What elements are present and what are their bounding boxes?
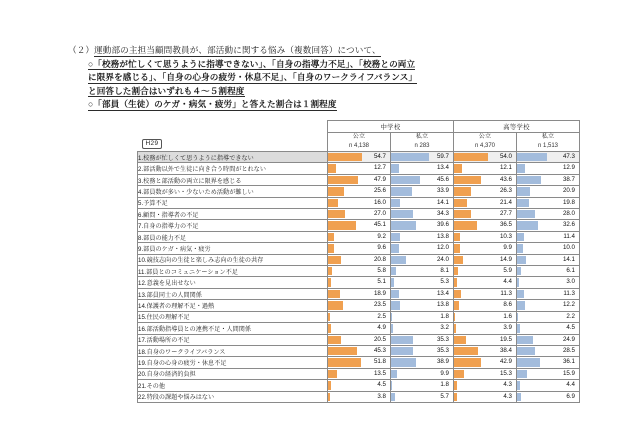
- data-cell: [391, 197, 454, 208]
- data-cell: [454, 323, 517, 334]
- data-cell: [391, 152, 454, 163]
- header-type-label: 私立: [541, 134, 555, 141]
- data-cell: [328, 163, 391, 174]
- table-row: [138, 277, 580, 288]
- value-number: 12.9: [562, 164, 575, 172]
- value-number: 4.5: [566, 324, 575, 332]
- value-number: 4.4: [566, 381, 575, 389]
- value-number: 9.9: [503, 244, 512, 252]
- value-number: 13.8: [436, 301, 449, 309]
- table-row: [138, 220, 580, 231]
- row-label: 20.自身の経済的負担: [138, 368, 328, 379]
- value-number: 13.8: [436, 232, 449, 240]
- value-number: 24.9: [562, 335, 575, 343]
- row-label: 4.部員数が多い・少ないため活動が難しい: [138, 186, 328, 197]
- value-number: 1.8: [440, 381, 449, 389]
- data-cell: [328, 334, 391, 345]
- data-cell: [454, 209, 517, 220]
- row-label: 14.保護者の理解不足・過熱: [138, 300, 328, 311]
- value-number: 3.9: [503, 324, 512, 332]
- data-cell: [517, 288, 580, 299]
- survey-table: [137, 120, 580, 403]
- row-label: 2.部活動以外で生徒に向き合う時間がとれない: [138, 163, 328, 174]
- value-number: 28.0: [562, 210, 575, 218]
- value-number: 35.3: [436, 335, 449, 343]
- data-cell: [517, 152, 580, 163]
- table-row: [138, 209, 580, 220]
- value-number: 5.7: [440, 392, 449, 400]
- survey-table-wrapper: [137, 120, 580, 403]
- data-cell: [328, 380, 391, 391]
- value-number: 5.1: [377, 278, 386, 286]
- data-cell: [517, 220, 580, 231]
- table-row: [138, 243, 580, 254]
- table-row: [138, 174, 580, 185]
- data-cell: [328, 357, 391, 368]
- header-col-jh-private: [391, 133, 454, 152]
- value-number: 5.8: [377, 267, 386, 275]
- data-cell: [517, 209, 580, 220]
- data-cell: [391, 266, 454, 277]
- value-number: 19.5: [499, 335, 512, 343]
- row-label: 9.部員のケガ・病気・疲労: [138, 243, 328, 254]
- value-number: 34.3: [436, 210, 449, 218]
- table-row: [138, 311, 580, 322]
- value-number: 18.9: [373, 289, 386, 297]
- data-cell: [517, 243, 580, 254]
- value-number: 8.6: [503, 301, 512, 309]
- value-number: 15.9: [562, 369, 575, 377]
- row-label: 7.自身の指導力の不足: [138, 220, 328, 231]
- value-number: 11.4: [563, 232, 575, 240]
- value-number: 14.1: [436, 198, 449, 206]
- data-cell: [517, 254, 580, 265]
- data-cell: [454, 266, 517, 277]
- data-cell: [454, 345, 517, 356]
- value-number: 4.3: [503, 381, 512, 389]
- value-number: 20.9: [562, 187, 575, 195]
- value-number: 11.3: [500, 289, 512, 297]
- data-cell: [454, 163, 517, 174]
- value-number: 27.7: [499, 210, 512, 218]
- value-number: 15.3: [499, 369, 512, 377]
- data-cell: [391, 163, 454, 174]
- row-label: 6.顧問・指導者の不足: [138, 209, 328, 220]
- value-number: 36.5: [499, 221, 512, 229]
- data-cell: [454, 311, 517, 322]
- data-cell: [328, 174, 391, 185]
- header-row-school: [138, 121, 580, 133]
- value-number: 2.5: [377, 312, 386, 320]
- data-cell: [454, 220, 517, 231]
- data-cell: [391, 368, 454, 379]
- data-cell: [517, 231, 580, 242]
- value-number: 2.2: [566, 312, 575, 320]
- header-sample-size: n 1,513: [537, 143, 559, 149]
- data-cell: [328, 220, 391, 231]
- row-label: 1.校務が忙しくて思うように指導できない: [138, 152, 328, 163]
- heading-line-4: と回答した割合はいずれも４～５割程度: [88, 85, 245, 96]
- data-cell: [328, 345, 391, 356]
- value-number: 4.4: [503, 278, 512, 286]
- value-number: 13.4: [436, 164, 449, 172]
- data-cell: [391, 231, 454, 242]
- value-number: 20.5: [373, 335, 386, 343]
- value-number: 42.9: [499, 358, 512, 366]
- row-label: 12.意義を見出せない: [138, 277, 328, 288]
- header-col-hs-private: [517, 133, 580, 152]
- value-number: 14.9: [499, 255, 512, 263]
- data-cell: [391, 277, 454, 288]
- table-row: [138, 300, 580, 311]
- value-number: 16.0: [373, 198, 386, 206]
- value-number: 38.4: [499, 346, 512, 354]
- value-number: 12.7: [373, 164, 386, 172]
- value-number: 8.1: [440, 267, 449, 275]
- data-cell: [391, 345, 454, 356]
- value-number: 54.0: [499, 153, 512, 160]
- table-corner-cell: [138, 121, 328, 152]
- header-sample-size: n 283: [414, 143, 430, 149]
- table-row: [138, 357, 580, 368]
- data-cell: [454, 277, 517, 288]
- data-cell: [454, 254, 517, 265]
- table-row: [138, 186, 580, 197]
- data-cell: [328, 186, 391, 197]
- heading-line-2: ○「校務が忙しくて思うように指導できない」、「自身の指導力不足」、「校務との両立: [88, 58, 416, 69]
- value-number: 36.1: [562, 358, 575, 366]
- data-cell: [391, 243, 454, 254]
- value-number: 12.2: [562, 301, 575, 309]
- value-number: 9.6: [377, 244, 386, 252]
- table-row: [138, 254, 580, 265]
- data-cell: [454, 231, 517, 242]
- value-number: 11.3: [563, 289, 575, 297]
- value-number: 43.6: [499, 175, 512, 183]
- row-label: 19.自身の心身の疲労・休息不足: [138, 357, 328, 368]
- row-label: 8.部員の能力不足: [138, 231, 328, 242]
- data-cell: [517, 357, 580, 368]
- table-row: [138, 288, 580, 299]
- data-cell: [517, 300, 580, 311]
- data-cell: [328, 288, 391, 299]
- value-number: 10.0: [562, 244, 575, 252]
- value-number: 33.9: [436, 187, 449, 195]
- value-number: 26.3: [499, 187, 512, 195]
- heading-item-number: （２）: [68, 45, 95, 55]
- value-number: 19.8: [562, 198, 575, 206]
- data-cell: [328, 243, 391, 254]
- data-cell: [517, 391, 580, 402]
- table-row: [138, 231, 580, 242]
- data-cell: [517, 334, 580, 345]
- value-number: 47.3: [562, 153, 575, 160]
- header-type-label: 公立: [478, 134, 492, 141]
- value-number: 45.1: [373, 221, 386, 229]
- data-cell: [328, 368, 391, 379]
- row-label: 22.特段の課題や悩みはない: [138, 391, 328, 402]
- data-cell: [454, 174, 517, 185]
- value-number: 5.9: [503, 267, 512, 275]
- row-label: 18.自身のワークライフバランス: [138, 345, 328, 356]
- data-cell: [454, 243, 517, 254]
- row-label: 3.校務と部活動の両立に限界を感じる: [138, 174, 328, 185]
- value-number: 1.8: [440, 312, 449, 320]
- table-row: [138, 323, 580, 334]
- heading-block: [68, 44, 588, 112]
- data-cell: [517, 323, 580, 334]
- row-label: 10.競技志向の生徒と楽しみ志向の生徒の共存: [138, 254, 328, 265]
- header-group-high-school: 高等学校: [454, 121, 580, 133]
- data-cell: [454, 186, 517, 197]
- row-label: 15.住民の理解不足: [138, 311, 328, 322]
- value-number: 4.9: [377, 324, 386, 332]
- data-cell: [391, 174, 454, 185]
- data-cell: [454, 300, 517, 311]
- data-cell: [517, 266, 580, 277]
- value-number: 1.6: [503, 312, 512, 320]
- row-label: 13.部員同士の人間関係: [138, 288, 328, 299]
- data-cell: [391, 220, 454, 231]
- heading-line-1: [68, 44, 588, 58]
- value-number: 45.6: [436, 175, 449, 183]
- data-cell: [391, 288, 454, 299]
- data-cell: [454, 391, 517, 402]
- table-head: [138, 121, 580, 152]
- row-label: 17.活動場所の不足: [138, 334, 328, 345]
- data-cell: [454, 380, 517, 391]
- value-number: 38.9: [436, 358, 449, 366]
- heading-line-1-text: 運動部の主担当顧問教員が、部活動に関する悩み（複数回答）について、: [94, 45, 381, 55]
- table-row: [138, 391, 580, 402]
- data-cell: [328, 391, 391, 402]
- value-number: 12.0: [436, 244, 449, 252]
- table-body: [138, 152, 580, 403]
- value-number: 10.3: [499, 232, 512, 240]
- value-number: 27.0: [373, 210, 386, 218]
- data-cell: [517, 368, 580, 379]
- value-number: 4.5: [377, 381, 386, 389]
- data-cell: [391, 334, 454, 345]
- table-row: [138, 334, 580, 345]
- data-cell: [517, 186, 580, 197]
- value-number: 3.0: [566, 278, 575, 286]
- value-number: 28.5: [562, 346, 575, 354]
- value-number: 51.8: [373, 358, 386, 366]
- header-type-label: 私立: [415, 134, 429, 141]
- data-cell: [454, 334, 517, 345]
- data-cell: [328, 209, 391, 220]
- table-row: [138, 345, 580, 356]
- data-cell: [517, 345, 580, 356]
- data-cell: [454, 152, 517, 163]
- data-cell: [517, 380, 580, 391]
- value-number: 13.5: [373, 369, 386, 377]
- data-cell: [328, 311, 391, 322]
- table-row: [138, 380, 580, 391]
- value-number: 9.9: [440, 369, 449, 377]
- data-cell: [328, 277, 391, 288]
- value-number: 3.8: [377, 392, 386, 400]
- data-cell: [517, 277, 580, 288]
- value-number: 35.3: [436, 346, 449, 354]
- value-number: 45.3: [373, 346, 386, 354]
- value-number: 20.8: [373, 255, 386, 263]
- row-label: 5.予算不足: [138, 197, 328, 208]
- data-cell: [391, 209, 454, 220]
- value-number: 59.7: [436, 153, 449, 160]
- value-number: 32.6: [562, 221, 575, 229]
- value-number: 24.0: [436, 255, 449, 263]
- data-cell: [328, 323, 391, 334]
- data-cell: [517, 197, 580, 208]
- data-cell: [517, 163, 580, 174]
- data-cell: [517, 311, 580, 322]
- data-cell: [391, 391, 454, 402]
- row-label: 16.部活動指導員との連携不足・人間関係: [138, 323, 328, 334]
- data-cell: [391, 254, 454, 265]
- value-number: 23.5: [373, 301, 386, 309]
- data-cell: [454, 288, 517, 299]
- value-number: 4.3: [503, 392, 512, 400]
- value-number: 12.1: [499, 164, 512, 172]
- value-number: 38.7: [562, 175, 575, 183]
- table-row: [138, 152, 580, 163]
- value-number: 21.4: [499, 198, 512, 206]
- value-number: 5.3: [440, 278, 449, 286]
- data-cell: [328, 152, 391, 163]
- header-group-junior-high: 中学校: [328, 121, 454, 133]
- data-cell: [454, 197, 517, 208]
- table-row: [138, 368, 580, 379]
- heading-line-3: に限界を感じる」、「自身の心身の疲労・休息不足」、「自身のワークライフバランス」: [88, 72, 418, 83]
- data-cell: [391, 323, 454, 334]
- data-cell: [328, 266, 391, 277]
- row-label: 11.部員とのコミュニケーション不足: [138, 266, 328, 277]
- value-number: 54.7: [373, 153, 386, 160]
- row-label: 21.その他: [138, 380, 328, 391]
- value-number: 13.4: [436, 289, 449, 297]
- data-cell: [328, 300, 391, 311]
- value-number: 25.6: [373, 187, 386, 195]
- value-number: 47.9: [373, 175, 386, 183]
- data-cell: [328, 197, 391, 208]
- heading-line-5: ○「部員（生徒）のケガ・病気・疲労」と答えた割合は１割程度: [88, 99, 337, 110]
- value-number: 3.2: [440, 324, 449, 332]
- header-col-jh-public: [328, 133, 391, 152]
- header-type-label: 公立: [352, 134, 366, 141]
- value-number: 14.1: [562, 255, 575, 263]
- data-cell: [391, 357, 454, 368]
- data-cell: [517, 174, 580, 185]
- value-number: 39.6: [436, 221, 449, 229]
- table-row: [138, 197, 580, 208]
- header-col-hs-public: [454, 133, 517, 152]
- header-sample-size: n 4,138: [348, 143, 370, 149]
- data-cell: [328, 254, 391, 265]
- value-number: 6.9: [566, 392, 575, 400]
- data-cell: [328, 231, 391, 242]
- table-row: [138, 266, 580, 277]
- data-cell: [454, 368, 517, 379]
- value-number: 6.1: [566, 267, 575, 275]
- data-cell: [391, 300, 454, 311]
- data-cell: [391, 311, 454, 322]
- value-number: 9.2: [377, 232, 386, 240]
- data-cell: [454, 357, 517, 368]
- data-cell: [391, 380, 454, 391]
- h29-badge: H29: [142, 139, 163, 150]
- header-sample-size: n 4,370: [474, 143, 496, 149]
- table-row: [138, 163, 580, 174]
- data-cell: [391, 186, 454, 197]
